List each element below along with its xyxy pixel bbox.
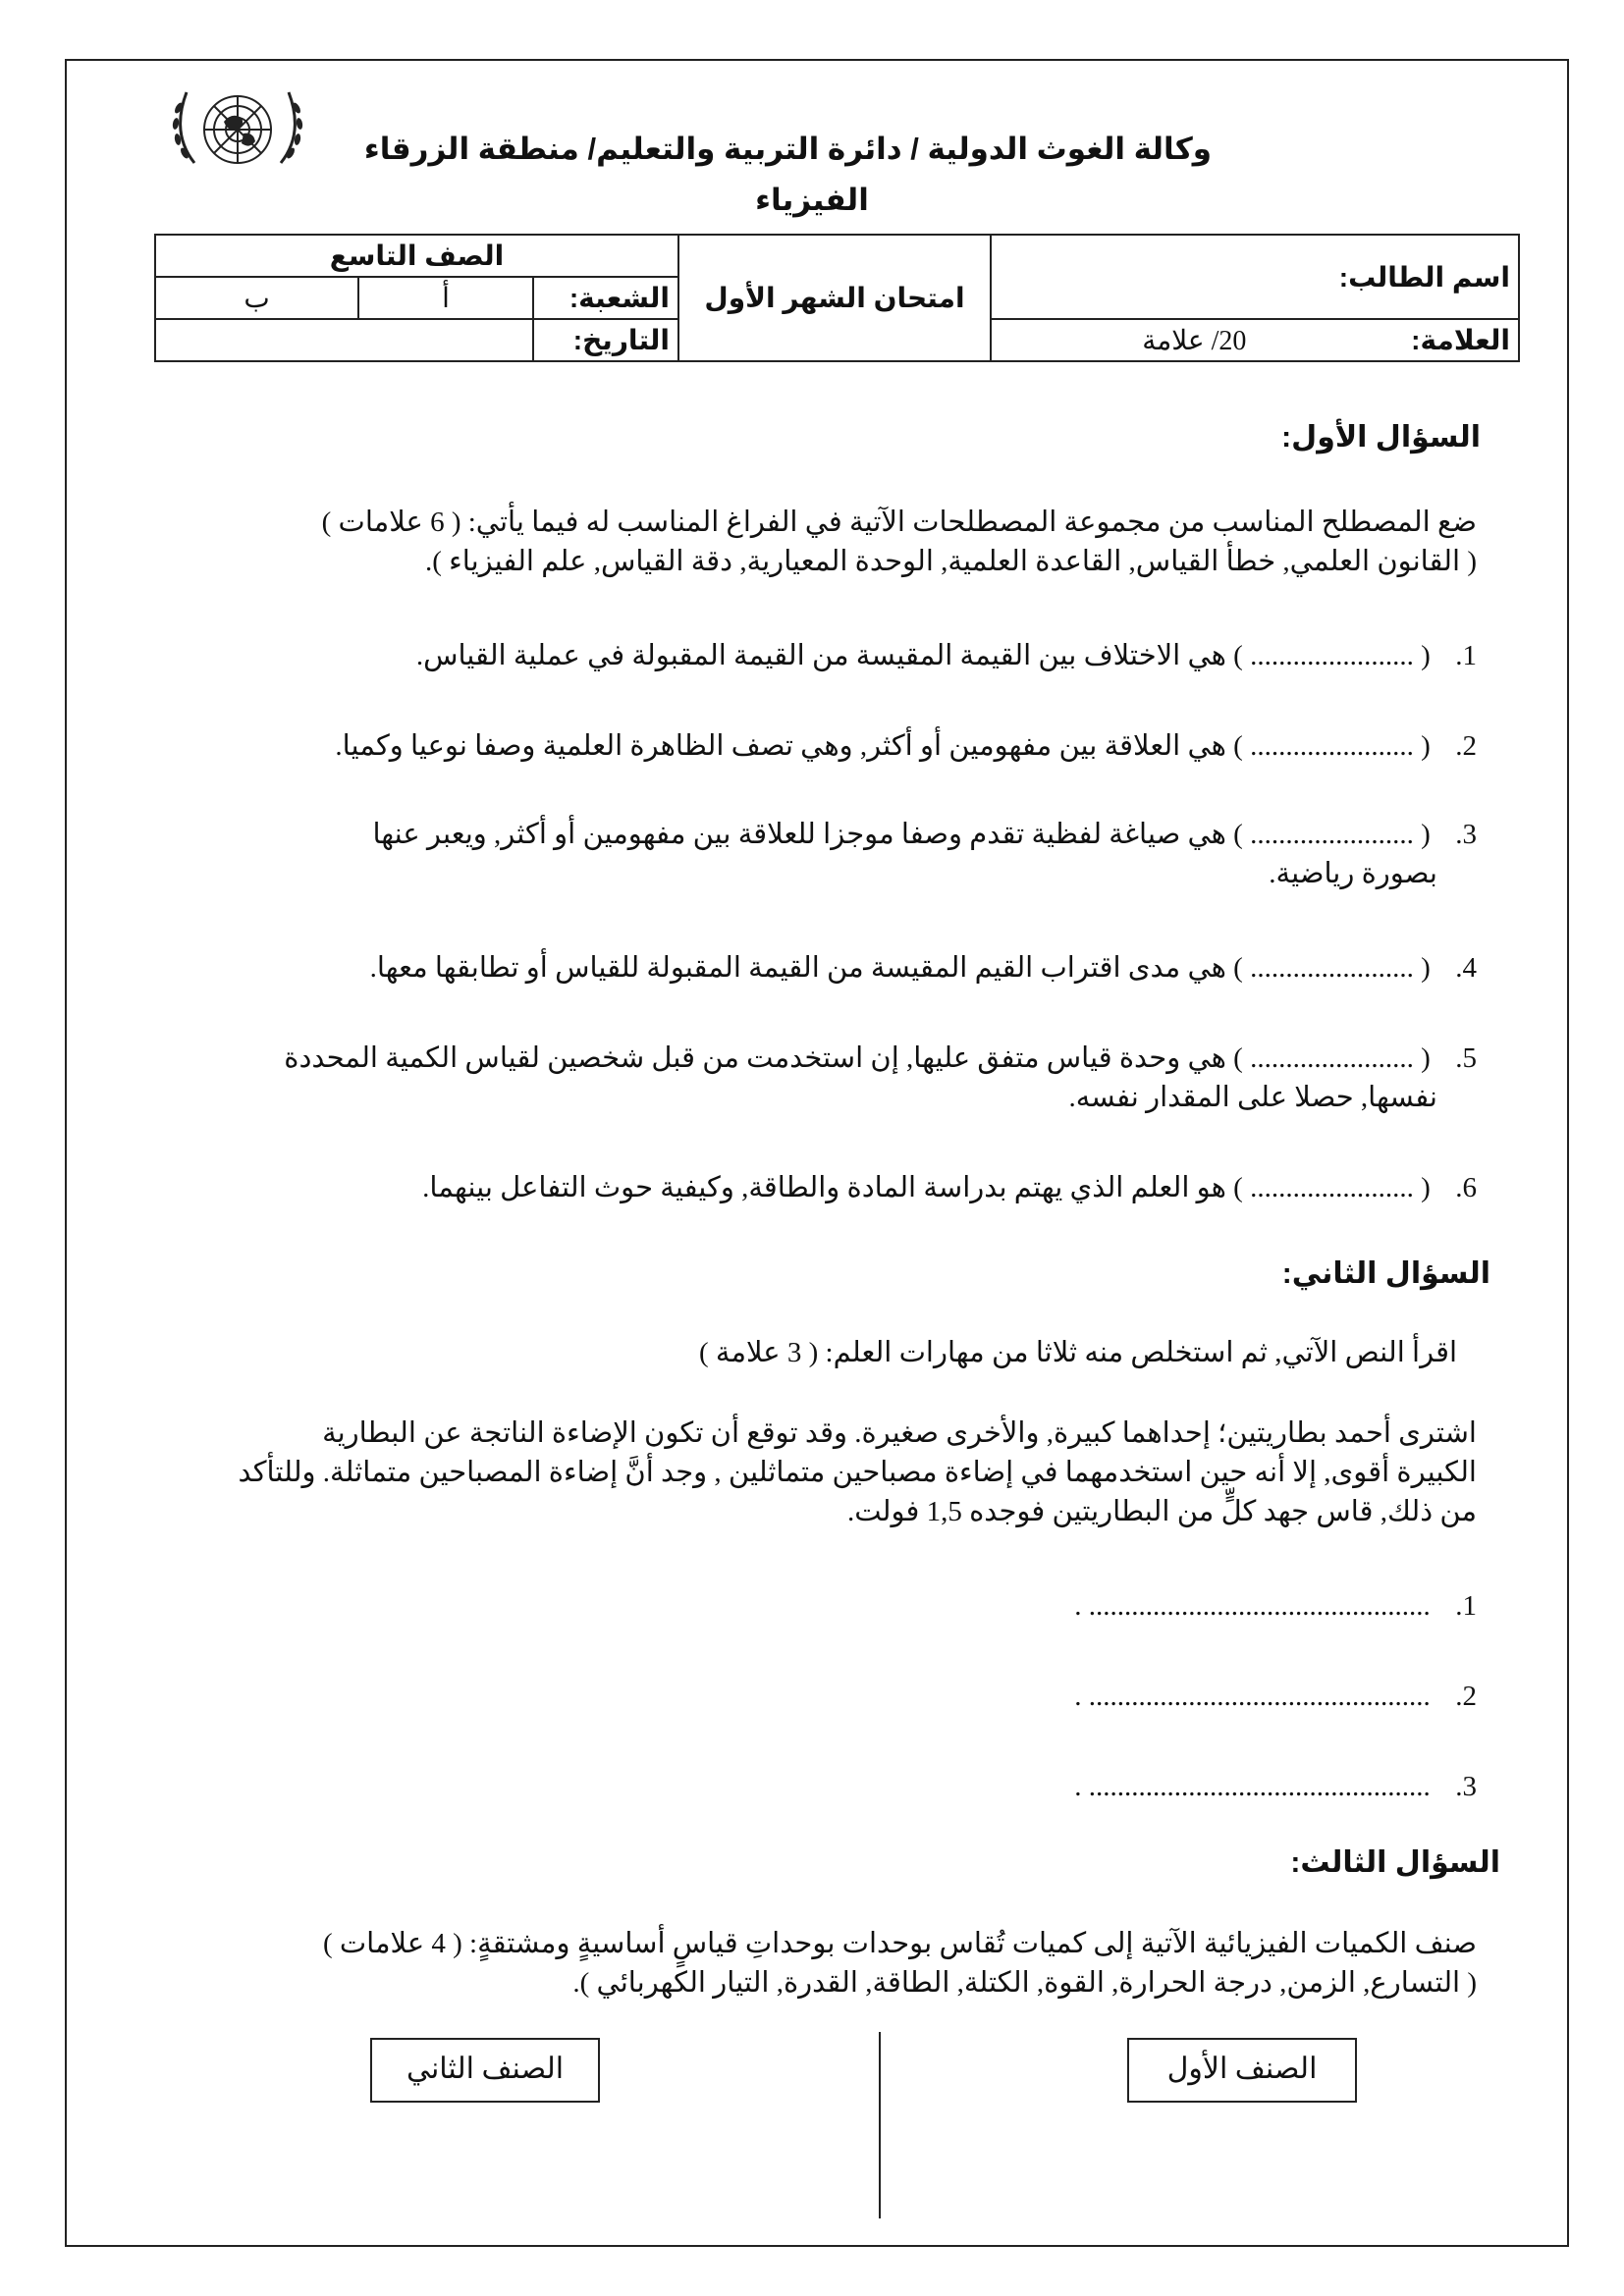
item-text[interactable]: ( ....................... ) هي الاختلاف بين القيمة المقيسة من القيمة المقبولة في عملية القياس.	[415, 640, 1431, 671]
answer-dots: ................................................ .	[1074, 1681, 1431, 1712]
q2-instruction: اقرأ النص الآتي, ثم استخلص منه ثلاثا من مهارات العلم: ( 3 علامة )	[699, 1337, 1457, 1368]
answer-number: 2.	[1455, 1681, 1477, 1712]
student-name-label[interactable]: اسم الطالب:	[991, 235, 1519, 319]
item-text[interactable]: ( ....................... ) هي وحدة قياس متفق عليها, إن استخدمت من قبل شخصين لقياس الكمية المحددة	[284, 1042, 1431, 1074]
q1-title: السؤال الأول:	[1281, 421, 1481, 454]
q2-answer-line-2[interactable]	[1074, 1681, 1477, 1713]
un-emblem-icon	[165, 75, 310, 185]
q3-terms: ( التسارع, الزمن, درجة الحرارة, القوة, الكتلة, الطاقة, القدرة, التيار الكهربائي ).	[572, 1967, 1477, 1999]
item-text[interactable]: ( ....................... ) هي العلاقة بين مفهومين أو أكثر, وهي تصف الظاهرة العلمية وصفا نوعيا وكميا.	[335, 730, 1431, 762]
q1-terms: ( القانون العلمي, خطأ القياس, القاعدة العلمية, الوحدة المعيارية, دقة القياس, علم الفيزياء ).	[424, 546, 1477, 577]
item-number: 2.	[1455, 730, 1477, 762]
item-number: 1.	[1455, 640, 1477, 671]
q1-instruction: ضع المصطلح المناسب من مجموعة المصطلحات الآتية في الفراغ المناسب له فيما يأتي: ( 6 علامات )	[321, 507, 1477, 538]
mark-label: العلامة:	[1411, 324, 1510, 355]
mark-cell	[991, 319, 1519, 361]
exam-name: امتحان الشهر الأول	[678, 235, 991, 361]
q1-item-1	[416, 636, 1477, 675]
answer-number: 1.	[1455, 1590, 1477, 1622]
item-number: 4.	[1455, 952, 1477, 984]
q1-item-3	[372, 815, 1477, 854]
q1-item-5-continued: نفسها, حصلا على المقدار نفسه.	[1068, 1082, 1437, 1113]
item-text[interactable]: ( ....................... ) هو العلم الذي يهتم بدراسة المادة والطاقة, وكيفية حوث التفاعل بينهما.	[422, 1172, 1431, 1203]
answer-dots: ................................................ .	[1074, 1590, 1431, 1622]
section-b-option[interactable]: ب	[155, 277, 358, 319]
q1-item-5	[284, 1039, 1477, 1078]
class-one-box: الصنف الأول	[1127, 2038, 1357, 2103]
mark-value: 20/ علامة	[1142, 325, 1247, 356]
q1-item-2	[335, 726, 1477, 766]
q2-answer-line-3[interactable]	[1074, 1771, 1477, 1803]
subject-title: الفيزياء	[755, 183, 869, 217]
column-divider	[879, 2032, 881, 2218]
answer-dots: ................................................ .	[1074, 1771, 1431, 1802]
q1-item-3-continued: بصورة رياضية.	[1269, 858, 1437, 889]
item-number: 5.	[1455, 1042, 1477, 1074]
date-label: التاريخ:	[533, 319, 678, 361]
class-two-box: الصنف الثاني	[370, 2038, 600, 2103]
item-text[interactable]: ( ....................... ) هي مدى اقتراب القيم المقيسة من القيمة المقبولة للقياس أو تطابقها معها.	[369, 952, 1431, 984]
item-number: 3.	[1455, 819, 1477, 850]
grade-label: الصف التاسع	[155, 235, 678, 277]
item-number: 6.	[1455, 1172, 1477, 1203]
q2-answer-line-1[interactable]	[1074, 1590, 1477, 1623]
q3-instruction: صنف الكميات الفيزيائية الآتية إلى كميات تُقاس بوحدات بوحداتِ قياسٍ أساسيةٍ ومشتقةٍ: ( 4 علامات )	[322, 1928, 1477, 1959]
q2-passage-line-2: الكبيرة أقوى, إلا أنه حين استخدمهما في إضاءة مصباحين متماثلين , وجد أنَّ إضاءة المصباحين متماثلة. وللتأكد	[238, 1457, 1477, 1488]
agency-title: وكالة الغوث الدولية / دائرة التربية والتعليم/ منطقة الزرقاء	[363, 132, 1212, 166]
q2-passage-line-1: اشترى أحمد بطاريتين؛ إحداهما كبيرة, والأخرى صغيرة. وقد توقع أن تكون الإضاءة الناتجة عن البطارية	[322, 1417, 1477, 1449]
date-field[interactable]	[155, 319, 533, 361]
page-border	[65, 59, 1569, 2247]
section-label: الشعبة:	[533, 277, 678, 319]
q3-title: السؤال الثالث:	[1290, 1846, 1500, 1879]
q1-item-6	[422, 1168, 1477, 1207]
item-text[interactable]: ( ....................... ) هي صياغة لفظية تقدم وصفا موجزا للعلاقة بين مفهومين أو أكثر, ويعبر عنها	[372, 819, 1431, 850]
q1-item-4	[370, 948, 1477, 988]
student-info-table	[154, 234, 1520, 362]
section-a-option[interactable]: أ	[358, 277, 533, 319]
q2-passage-line-3: من ذلك, قاس جهد كلٍّ من البطاريتين فوجده 1,5 فولت.	[846, 1496, 1477, 1527]
answer-number: 3.	[1455, 1771, 1477, 1802]
q2-title: السؤال الثاني:	[1281, 1257, 1490, 1290]
